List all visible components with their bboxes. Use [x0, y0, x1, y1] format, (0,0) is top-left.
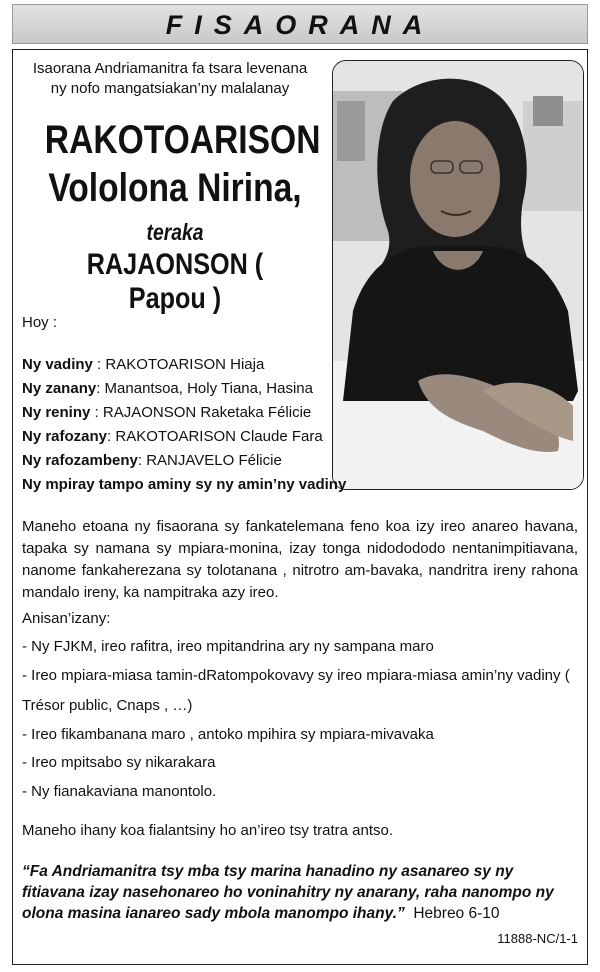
survivor-value: RAKOTOARISON Claude Fara — [115, 428, 323, 445]
intro-line-1: Isaorana Andriamanitra fa tsara levenana — [32, 60, 308, 77]
thanks-list-item: Trésor public, Cnaps , …) — [22, 697, 193, 714]
intro-line-2: ny nofo mangatsiakan’ny malalanay — [50, 80, 290, 97]
quote-text: “Fa Andriamanitra tsy mba tsy marina hanadino ny asanareo sy ny fitiavana izay nasehonareo ho voninahitry ny anarany, raha nanompo ny olona masina ianareo sady mbola manompo ihany.” — [22, 863, 554, 922]
deceased-surname: RAKOTOARISON — [44, 118, 321, 162]
survivor-label: Ny rafozany — [22, 428, 108, 445]
survivor-line-children — [22, 380, 313, 397]
survivor-line-siblings: Ny mpiray tampo aminy sy ny amin’ny vadiny — [22, 476, 347, 493]
survivor-label: Ny rafozambeny — [22, 452, 138, 469]
thanks-list-item: - Ireo mpitsabo sy nikarakara — [22, 754, 216, 771]
survivor-value: RANJAVELO Félicie — [146, 452, 282, 469]
thanks-list-item: - Ny FJKM, ireo rafitra, ireo mpitandrina ary ny sampana maro — [22, 638, 434, 655]
survivor-label: Ny vadiny — [22, 356, 93, 373]
survivor-sep: : — [137, 452, 147, 469]
header-banner — [12, 4, 588, 44]
survivor-sep: : — [96, 380, 105, 397]
survivor-value: RAJAONSON Raketaka Félicie — [102, 404, 312, 421]
survivor-sep: : — [90, 404, 103, 421]
survivor-sep: : — [92, 356, 106, 373]
teraka-label: teraka — [146, 219, 204, 245]
thanks-paragraph: Maneho etoana ny fisaorana sy fankatelemana feno koa izy ireo anareo havana, tapaka sy namana sy mpiara-monina, izay tonga nidodododo nentanimpitiavana, nanome fankaherezana sy tolotanana , nitrotro am-bavaka, nandritra ireny rahona mandalo ireny, ka nampitraka azy ireo. — [22, 518, 578, 601]
portrait-photo — [332, 60, 584, 490]
apology-line: Maneho ihany koa fialantsiny ho an’ireo tsy tratra antso. — [22, 822, 394, 839]
maiden-name: RAJAONSON ( Papou ) — [86, 248, 264, 315]
survivor-line-grand-in-law — [22, 452, 282, 469]
survivor-line-spouse — [22, 356, 264, 373]
deceased-given-names: Vololona Nirina, — [48, 166, 302, 210]
survivors-intro: Hoy : — [22, 314, 58, 331]
quote-reference: Hebreo 6-10 — [413, 905, 500, 922]
survivor-value: Manantsoa, Holy Tiana, Hasina — [104, 380, 313, 397]
survivor-line-in-law — [22, 428, 323, 445]
survivor-value: RAKOTOARISON Hiaja — [105, 356, 265, 373]
survivor-label: Ny zanany — [22, 380, 97, 397]
thanks-list-item: - Ireo fikambanana maro , antoko mpihira sy mpiara-mivavaka — [22, 726, 434, 743]
anisanizany-label: Anisan’izany: — [22, 610, 111, 627]
reference-code: 11888-NC/1-1 — [497, 931, 578, 946]
thanks-list-item: - Ny fianakaviana manontolo. — [22, 783, 217, 800]
banner-title: FISAORANA — [165, 10, 435, 40]
bible-quote — [22, 861, 580, 924]
survivor-sep: : — [107, 428, 116, 445]
thanks-list-item: - Ireo mpiara-miasa tamin-dRatompokovavy sy ireo mpiara-miasa amin’ny vadiny ( — [22, 667, 570, 684]
survivor-label: Ny reniny — [22, 404, 91, 421]
portrait-illustration — [333, 61, 584, 490]
survivor-line-mother — [22, 404, 311, 421]
